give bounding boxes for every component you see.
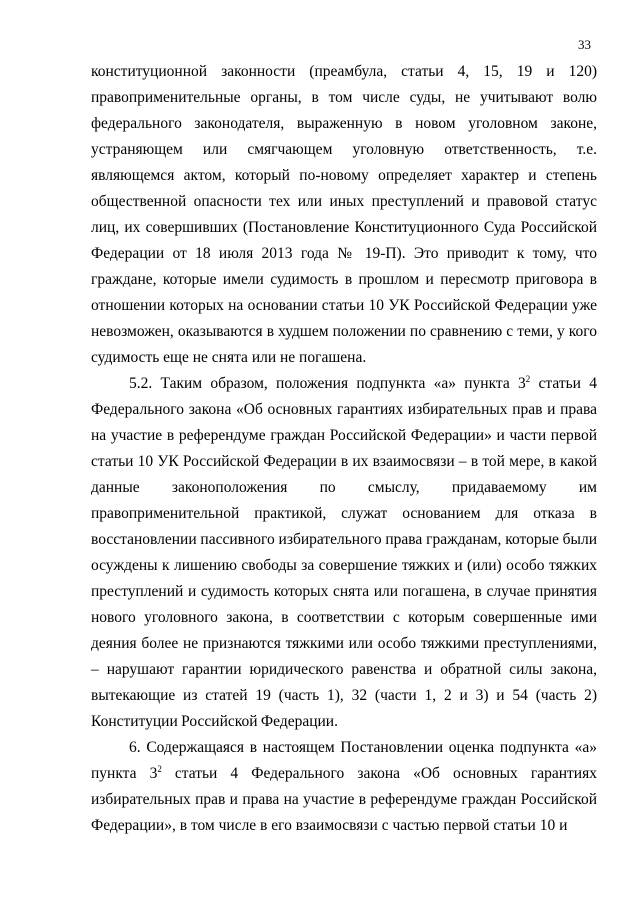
paragraph-5-2 [91, 371, 597, 735]
paragraph-6-text-end: статьи 4 Федерального закона «Об основных гарантиях избирательных прав и права на участие в референдуме граждан Российской Федерации», в том числе в его взаимосвязи с частью первой статьи 10 и [91, 765, 597, 834]
paragraph-5-2-superscript: 2 [525, 373, 531, 384]
paragraph-5-2-text-end: статьи 4 Федерального закона «Об основных гарантиях избирательных прав и права на участие в референдуме граждан Российской Федерации» и части первой статьи 10 УК Российской Федерации в их взаимосвязи – в той мере, в какой данные законоположения по смыслу, придаваемому им правоприменительной практикой, служат основанием для отказа в восстановлении пассивного избирательного права гражданам, которые были осуждены к лишению свободы за совершение тяжких и (или) особо тяжких преступлений и судимость которых снята или погашена, в случае принятия нового уголовного закона, в соответствии с которым совершенные ими деяния более не признаются тяжкими или особо тяжкими преступлениями, – нарушают гарантии юридического равенства и обратной силы закона, вытекающие из статей 19 (часть 1), 32 (части 1, 2 и 3) и 54 (часть 2) Конституции Российской Федерации. [91, 375, 597, 730]
document-body [91, 59, 597, 839]
paragraph-5-2-text-start: 5.2. Таким образом, положения подпункта «а» пункта 3 [129, 375, 526, 392]
paragraph-6-superscript: 2 [157, 763, 162, 774]
paragraph-6-text-start: 6. Содержащаяся в настоящем Постановлении оценка подпункта «а» пункта 3 [91, 739, 597, 782]
paragraph-continuation: конституционной законности (преамбула, статьи 4, 15, 19 и 120) правоприменительные органы, в том числе суды, не учитывают волю федерального законодателя, выраженную в новом уголовном законе, устраняющем или смягчающем уголовную ответственность, т.е. являющемся актом, который по-новому определяет характер и степень общественной опасности тех или иных преступлений и правовой статус лиц, их совершивших (Постановление Конституционного Суда Российской Федерации от 18 июля 2013 года № 19-П). Это приводит к тому, что граждане, которые имели судимость в прошлом и пересмотр приговора в отношении которых на основании статьи 10 УК Российской Федерации уже невозможен, оказываются в худшем положении по сравнению с теми, у кого судимость еще не снята или не погашена. [91, 63, 597, 366]
paragraph-6 [91, 735, 597, 839]
page-number: 33 [578, 37, 591, 52]
